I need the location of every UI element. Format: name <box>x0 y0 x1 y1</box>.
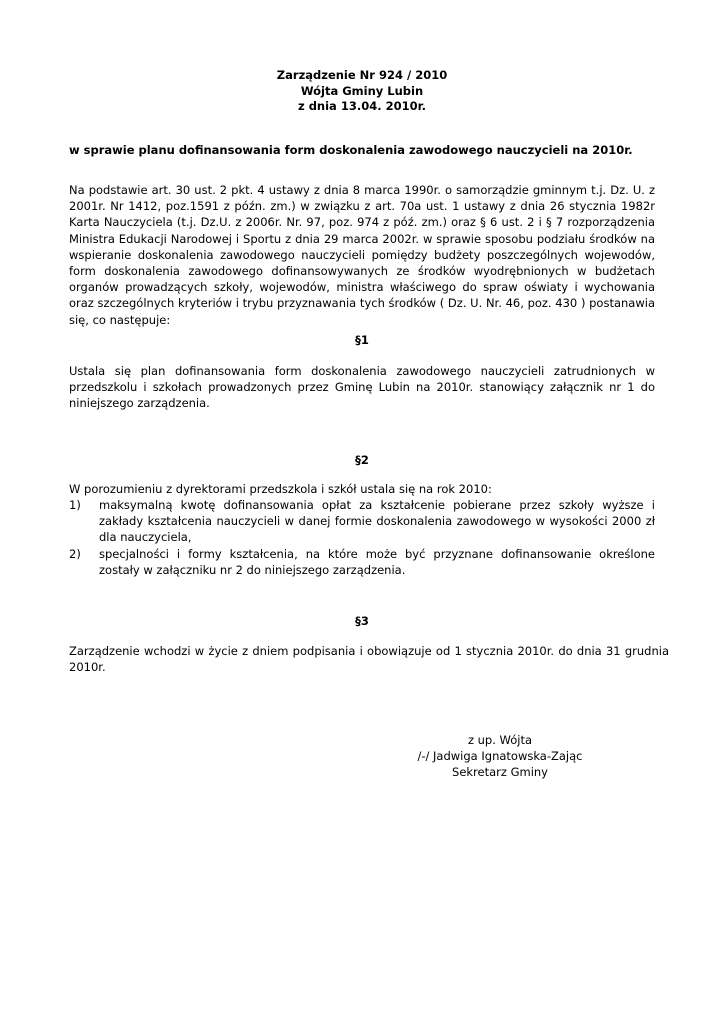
signature-authority: z up. Wójta <box>467 733 533 747</box>
document-subject: w sprawie planu dofinansowania form doskonalenia zawodowego nauczycieli na 2010r. <box>69 143 633 157</box>
issuer: Wójta Gminy Lubin <box>300 83 424 98</box>
document-header <box>0 68 724 115</box>
section-3-title: §3 <box>355 614 369 628</box>
list-item <box>69 546 655 578</box>
list-item-number: 1) <box>69 498 81 512</box>
list-item-number: 2) <box>69 546 81 561</box>
ordinance-number: Zarządzenie Nr 924 / 2010 <box>276 68 448 82</box>
section-1-title: §1 <box>355 333 369 347</box>
section-2-title: §2 <box>355 453 369 467</box>
signature-block <box>410 732 590 781</box>
list-item-text: maksymalną kwotę dofinansowania opłat za kształcenie pobierane przez szkoły wyższe i zakłady kształcenia nauczycieli w danej formie doskonalenia zawodowego w wysokości 2000 zł dla nauczyciela, <box>99 498 655 545</box>
section-3-body: Zarządzenie wchodzi w życie z dniem podpisania i obowiązuje od 1 stycznia 2010r. do dnia 31 grudnia 2010r. <box>69 644 669 675</box>
section-1-body: Ustala się plan dofinansowania form doskonalenia zawodowego nauczycieli zatrudnionych w przedszkolu i szkołach prowadzonych przez Gminę Lubin na 2010r. stanowiący załącznik nr 1 do niniejszego zarządzenia. <box>69 364 655 411</box>
list-item <box>69 497 655 546</box>
signature-name: /-/ Jadwiga Ignatowska-Zając <box>417 749 583 764</box>
issue-date: z dnia 13.04. 2010r. <box>298 99 426 113</box>
list-item-text: specjalności i formy kształcenia, na które może być przyznane dofinansowanie określone zostały w załączniku nr 2 do niniejszego zarządzenia. <box>99 546 655 577</box>
signature-title: Sekretarz Gminy <box>452 765 548 780</box>
section-2-list <box>69 497 655 578</box>
legal-basis-paragraph: Na podstawie art. 30 ust. 2 pkt. 4 ustawy z dnia 8 marca 1990r. o samorządzie gminnym t.j. Dz. U. z 2001r. Nr 1412, poz.1591 z późn. zm.) w związku z art. 70a ust. 1 ustawy z dnia 26 stycznia 1982r Karta Nauczyciela (t.j. Dz.U. z 2006r. Nr. 97, poz. 974 z póź. zm.) oraz § 6 ust. 2 i § 7 rozporządzenia Ministra Edukacji Narodowej i Sportu z dnia 29 marca 2002r. w sprawie sposobu podziału środków na wspieranie doskonalenia zawodowego nauczycieli pomiędzy budżety poszczególnych wojewodów, form doskonalenia zawodowego dofinansowywanych ze środków wyodrębnionych w budżetach organów prowadzących szkoły, wojewodów, ministra właściwego do spraw oświaty i wychowania oraz szczególnych kryteriów i trybu przyznawania tych środków ( Dz. U. Nr. 46, poz. 430 ) postanawia się, co następuje: <box>69 183 655 327</box>
section-2-intro: W porozumieniu z dyrektorami przedszkola i szkół ustala się na rok 2010: <box>69 482 492 496</box>
